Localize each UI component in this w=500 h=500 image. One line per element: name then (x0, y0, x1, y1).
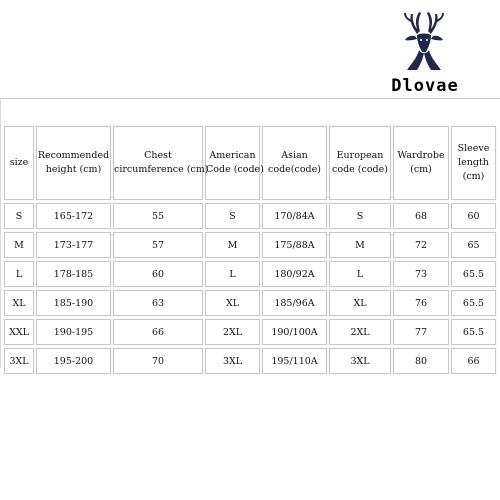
cell-height: 195-200 (36, 348, 111, 374)
table-header-row (4, 126, 496, 200)
cell-european: L (329, 261, 391, 287)
cell-chest: 70 (113, 348, 203, 374)
cell-european: XL (329, 290, 391, 316)
cell-sleeve: 65.5 (451, 290, 496, 316)
cell-european: M (329, 232, 391, 258)
cell-asian: 180/92A (262, 261, 327, 287)
table-row (4, 261, 496, 287)
table-row (4, 319, 496, 345)
cell-asian: 185/96A (262, 290, 327, 316)
cell-size: XXL (4, 319, 34, 345)
cell-asian: 195/110A (262, 348, 327, 374)
cell-height: 173-177 (36, 232, 111, 258)
divider (0, 98, 500, 99)
cell-european: 2XL (329, 319, 391, 345)
header-wardrobe: Wardrobe (cm) (393, 126, 449, 200)
cell-sleeve: 60 (451, 203, 496, 229)
cell-wardrobe: 77 (393, 319, 449, 345)
cell-asian: 170/84A (262, 203, 327, 229)
cell-asian: 175/88A (262, 232, 327, 258)
cell-american: M (205, 232, 260, 258)
table-row (4, 203, 496, 229)
cell-chest: 57 (113, 232, 203, 258)
cell-sleeve: 65.5 (451, 261, 496, 287)
cell-height: 190-195 (36, 319, 111, 345)
size-chart-table (2, 123, 498, 377)
header-american-code: American Code (code) (205, 126, 260, 200)
cell-american: XL (205, 290, 260, 316)
cell-sleeve: 65 (451, 232, 496, 258)
brand-name: Dlovae (391, 76, 459, 96)
cell-asian: 190/100A (262, 319, 327, 345)
cell-height: 185-190 (36, 290, 111, 316)
cell-size: M (4, 232, 34, 258)
cell-chest: 66 (113, 319, 203, 345)
header-recommended-height: Recommended height (cm) (36, 126, 111, 200)
cell-wardrobe: 72 (393, 232, 449, 258)
cell-chest: 63 (113, 290, 203, 316)
cell-wardrobe: 80 (393, 348, 449, 374)
header-asian-code: Asian code(code) (262, 126, 327, 200)
cell-sleeve: 66 (451, 348, 496, 374)
cell-chest: 60 (113, 261, 203, 287)
header-european-code: European code (code) (329, 126, 391, 200)
cell-european: S (329, 203, 391, 229)
cell-height: 178-185 (36, 261, 111, 287)
table-row (4, 290, 496, 316)
cell-size: 3XL (4, 348, 34, 374)
cell-size: L (4, 261, 34, 287)
cell-american: L (205, 261, 260, 287)
header-sleeve-length: Sleeve length (cm) (451, 126, 496, 200)
cell-wardrobe: 73 (393, 261, 449, 287)
cell-sleeve: 65.5 (451, 319, 496, 345)
cell-wardrobe: 68 (393, 203, 449, 229)
table-row (4, 348, 496, 374)
cell-american: 2XL (205, 319, 260, 345)
deer-head-icon (395, 8, 453, 74)
cell-size: S (4, 203, 34, 229)
cell-american: 3XL (205, 348, 260, 374)
header-size: size (4, 126, 34, 200)
divider (0, 98, 1, 368)
cell-wardrobe: 76 (393, 290, 449, 316)
cell-american: S (205, 203, 260, 229)
cell-chest: 55 (113, 203, 203, 229)
cell-size: XL (4, 290, 34, 316)
cell-european: 3XL (329, 348, 391, 374)
cell-height: 165-172 (36, 203, 111, 229)
header-chest-circumference: Chest circumference (cm) (113, 126, 203, 200)
table-row (4, 232, 496, 258)
